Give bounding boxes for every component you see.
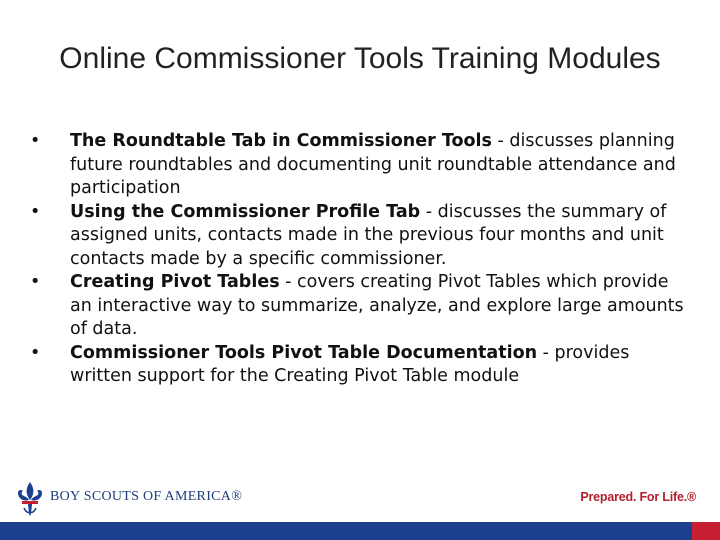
- bsa-logo-text: BOY SCOUTS OF AMERICA®: [50, 489, 243, 504]
- bullet-item: [30, 271, 690, 342]
- bullet-text: - discusses planning future roundtables and documenting unit roundtable attendance and participation: [70, 131, 676, 198]
- tagline: Prepared. For Life.®: [580, 490, 696, 504]
- bullet-heading: The Roundtable Tab in Commissioner Tools: [70, 131, 492, 151]
- bullet-dot: •: [30, 201, 41, 222]
- bullet-text: - discusses the summary of assigned units, contacts made in the previous four months and unit contacts made by a specific commissioner.: [70, 201, 667, 269]
- bullet-text: - covers creating Pivot Tables which provide an interactive way to summarize, analyze, and explore large amounts of data.: [70, 272, 684, 339]
- bullet-dot: •: [30, 272, 41, 292]
- bullet-heading: Using the Commissioner Profile Tab: [70, 201, 421, 222]
- fleur-de-lis-icon: [14, 480, 46, 518]
- bullet-dot: •: [30, 342, 41, 363]
- bullet-text: - provides written support for the Creating Pivot Table module: [70, 342, 630, 386]
- bottom-bar: [0, 522, 720, 540]
- bullet-heading: Commissioner Tools Pivot Table Documentation: [70, 342, 538, 363]
- bullet-item: [30, 130, 690, 201]
- bullet-heading: Creating Pivot Tables: [70, 272, 280, 292]
- bullet-list: [30, 130, 690, 389]
- slide-title: Online Commissioner Tools Training Modules: [59, 42, 661, 75]
- bottom-bar-accent: [692, 522, 720, 540]
- footer: [0, 470, 720, 522]
- bullet-dot: •: [30, 131, 41, 151]
- bullet-item: [30, 342, 690, 389]
- bullet-item: [30, 201, 690, 272]
